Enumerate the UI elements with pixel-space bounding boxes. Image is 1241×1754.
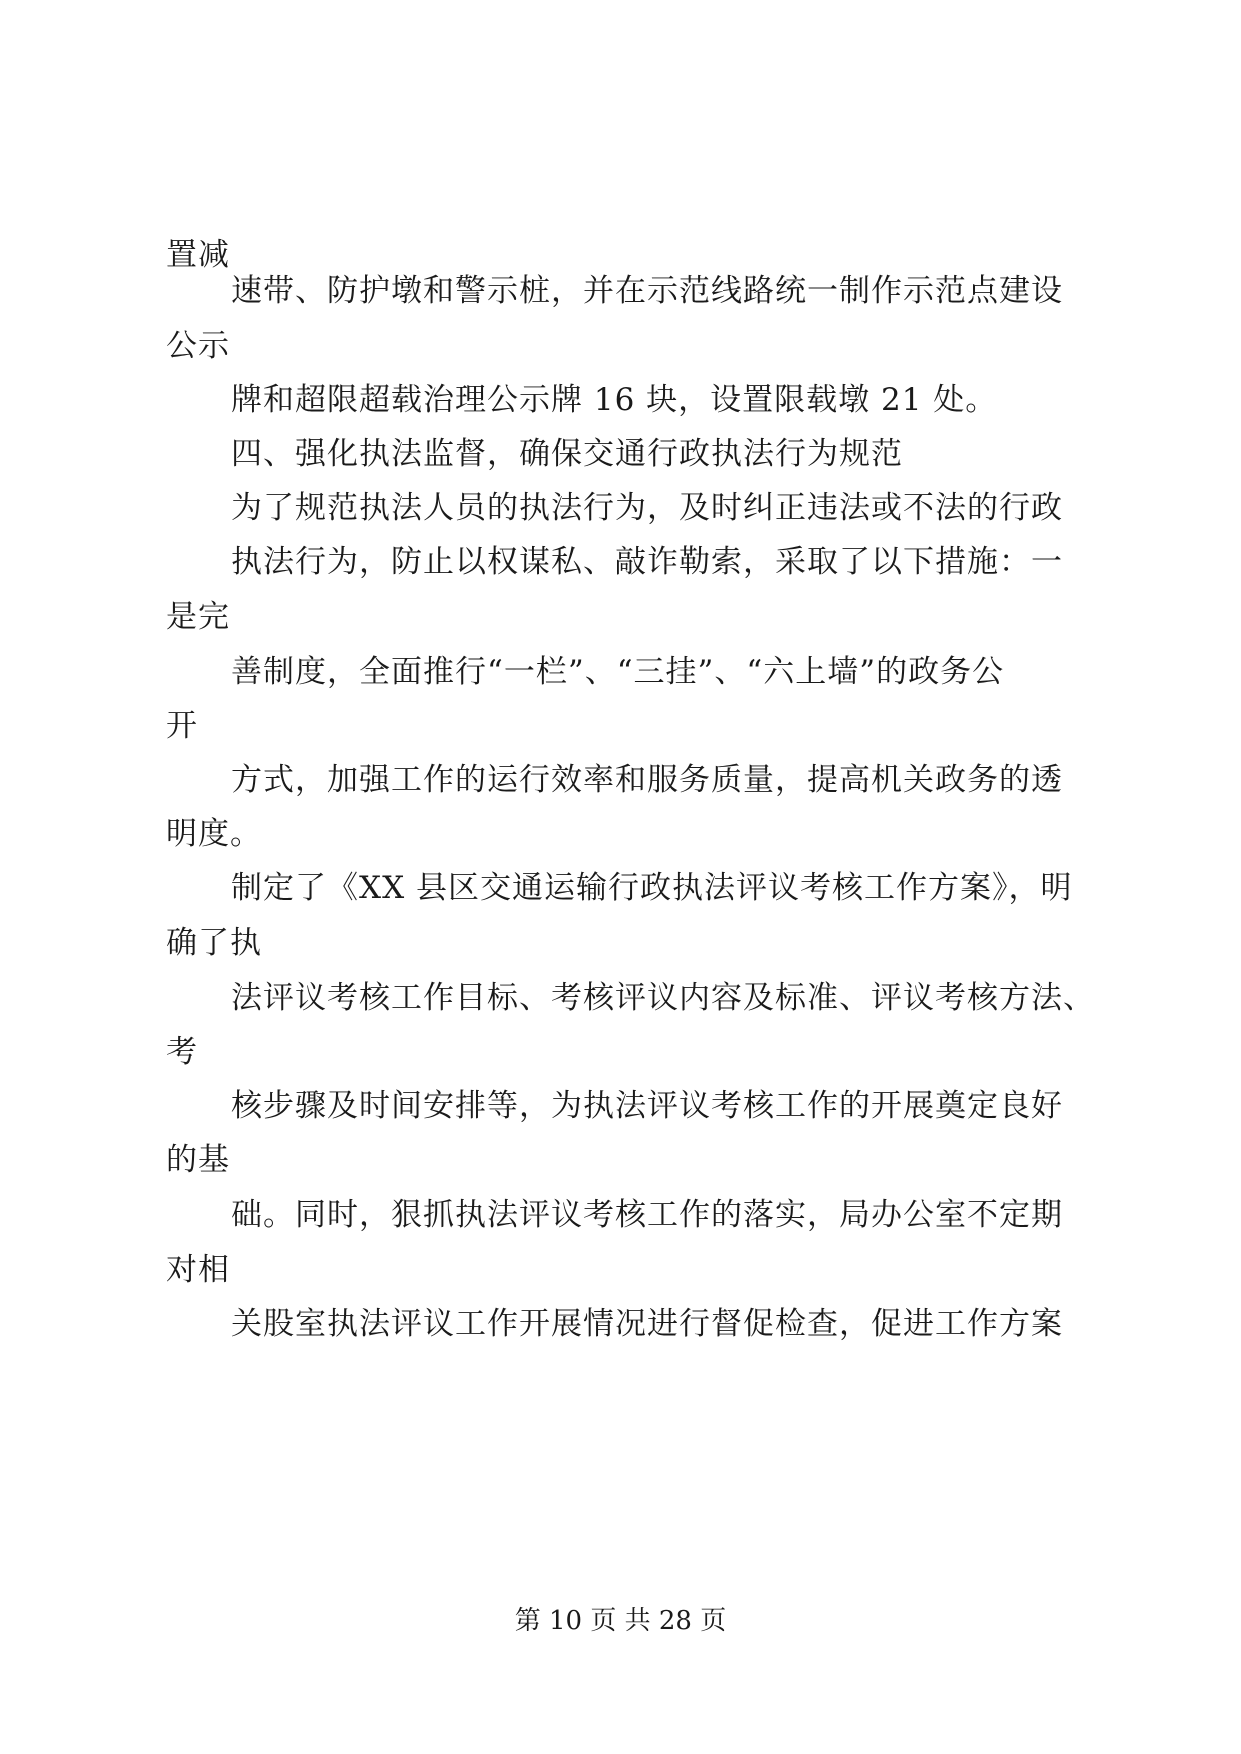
text-line: 对相 bbox=[166, 1252, 230, 1288]
text-line: 明度。 bbox=[166, 816, 262, 852]
text-line: 牌和超限超载治理公示牌 16 块，设置限载墩 21 处。 bbox=[231, 382, 998, 418]
text-line: 制定了《XX 县区交通运输行政执法评议考核工作方案》，明 bbox=[231, 870, 1073, 906]
text-line: 为了规范执法人员的执法行为，及时纠正违法或不法的行政 bbox=[231, 490, 1063, 526]
text-line: 关股室执法评议工作开展情况进行督促检查，促进工作方案 bbox=[231, 1306, 1063, 1342]
text-line: 速带、防护墩和警示桩，并在示范线路统一制作示范点建设 bbox=[231, 273, 1063, 309]
text-line: 确了执 bbox=[166, 925, 262, 961]
text-line: 法评议考核工作目标、考核评议内容及标准、评议考核方法、 bbox=[231, 980, 1095, 1016]
text-line: 善制度，全面推行“一栏”、“三挂”、“六上墙”的政务公 bbox=[231, 654, 1005, 690]
section-heading: 四、强化执法监督，确保交通行政执法行为规范 bbox=[231, 436, 903, 472]
text-line: 执法行为，防止以权谋私、敲诈勒索，采取了以下措施：一 bbox=[231, 544, 1063, 580]
text-line: 考 bbox=[166, 1034, 198, 1070]
text-line: 开 bbox=[166, 708, 198, 744]
text-line: 核步骤及时间安排等，为执法评议考核工作的开展奠定良好 bbox=[231, 1088, 1063, 1124]
text-line: 的基 bbox=[166, 1142, 230, 1178]
text-line: 公示 bbox=[166, 328, 230, 364]
text-line: 是完 bbox=[166, 599, 230, 635]
text-line: 础。同时，狠抓执法评议考核工作的落实，局办公室不定期 bbox=[231, 1197, 1063, 1233]
text-line: 方式，加强工作的运行效率和服务质量，提高机关政务的透 bbox=[231, 762, 1063, 798]
page-footer: 第 10 页 共 28 页 bbox=[514, 1606, 727, 1636]
text-line: 置减 bbox=[166, 237, 230, 273]
